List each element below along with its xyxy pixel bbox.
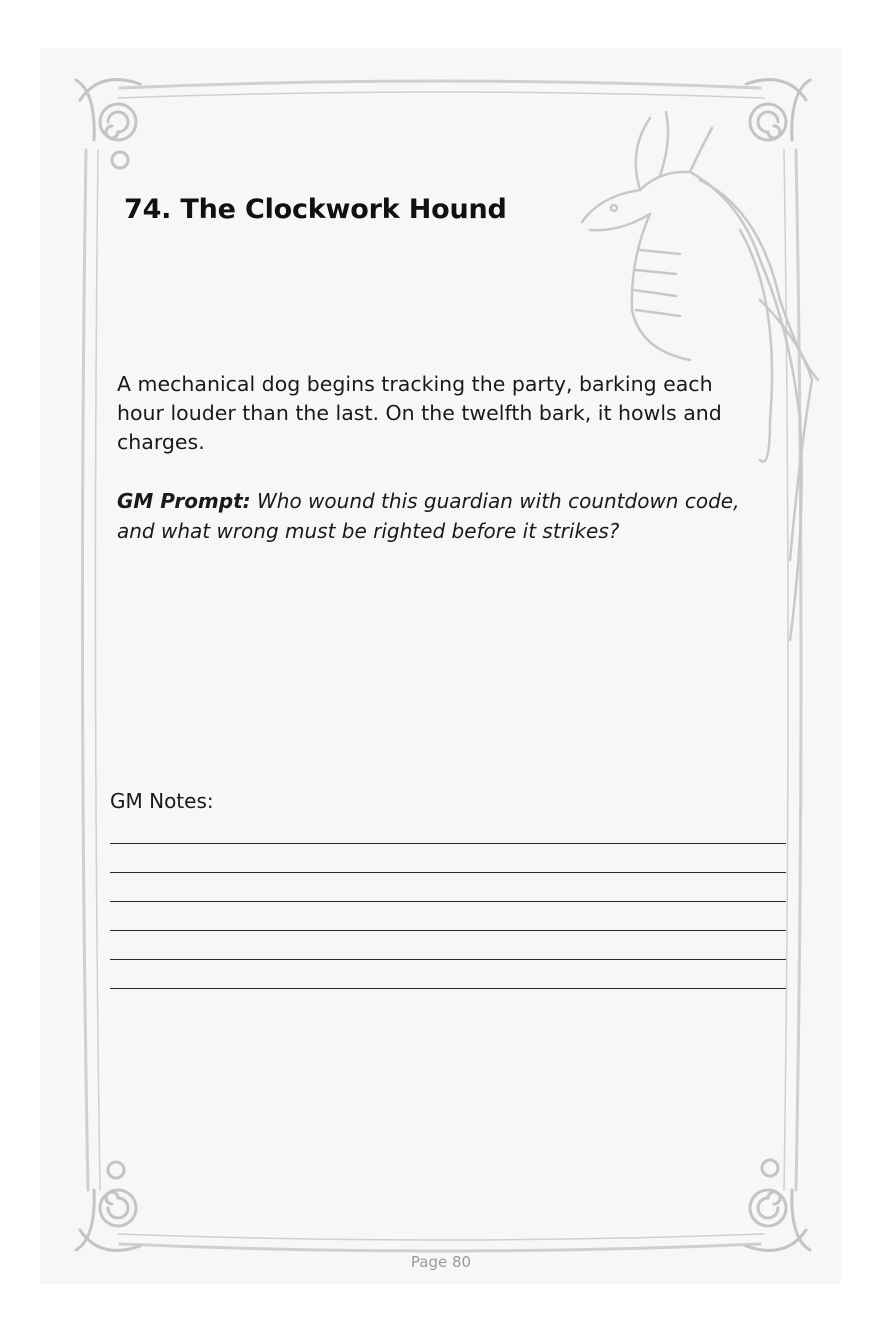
note-line[interactable] [110,930,786,931]
note-line[interactable] [110,901,786,902]
page-background [40,48,841,1284]
page-number: Page 80 [410,1253,472,1271]
gm-prompt [117,486,757,546]
gm-notes-label: GM Notes: [110,789,214,813]
gm-prompt-label: GM Prompt: [117,489,251,513]
note-line[interactable] [110,872,786,873]
gm-prompt-text: Who wound this guardian with countdown code, and what wrong must be righted before it strikes? [117,489,740,543]
note-line[interactable] [110,959,786,960]
note-line[interactable] [110,988,786,989]
page-title: 74. The Clockwork Hound [124,194,507,225]
scenario-description: A mechanical dog begins tracking the party, barking each hour louder than the last. On the twelfth bark, it howls and charges. [117,372,722,454]
note-line[interactable] [110,843,786,844]
